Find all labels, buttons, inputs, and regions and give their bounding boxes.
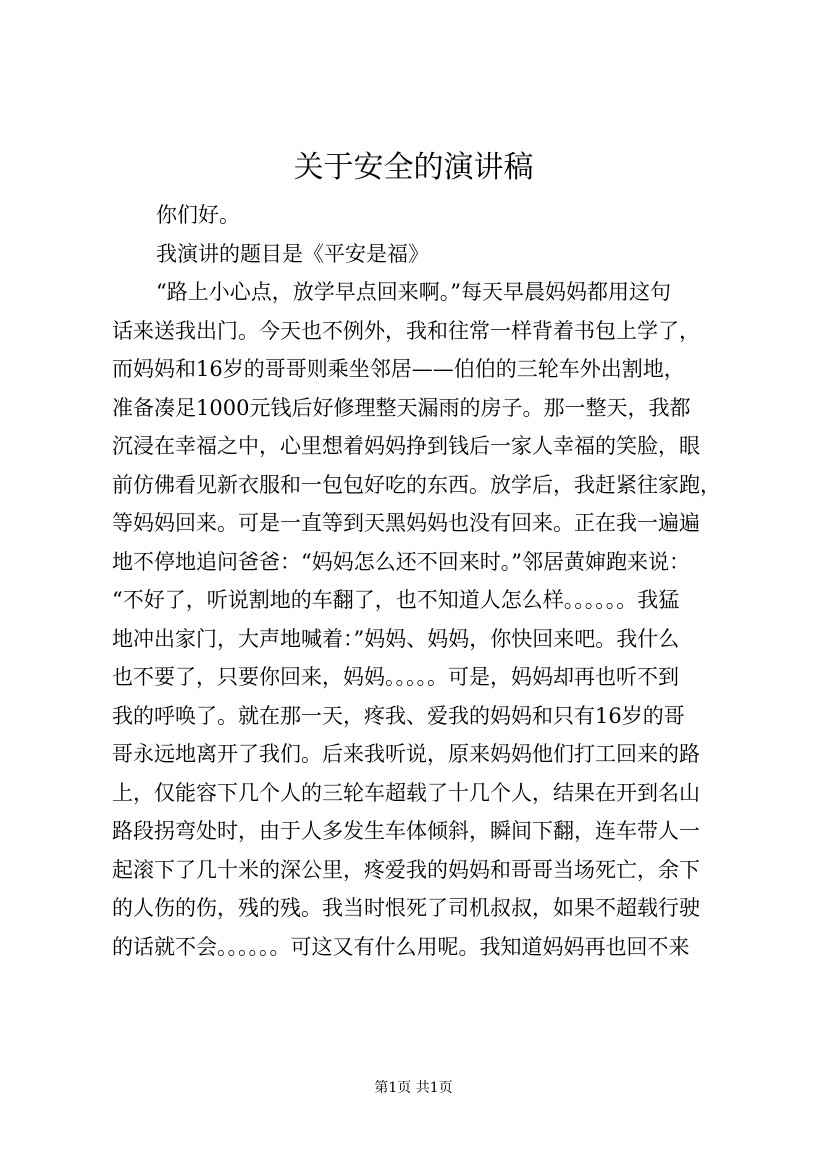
document-body bbox=[112, 196, 732, 966]
document-title: 关于安全的演讲稿 bbox=[293, 150, 534, 185]
paragraph-line: 地不停地追问爸爸：“妈妈怎么还不回来时。”邻居黄婶跑来说： bbox=[112, 549, 690, 574]
paragraph-line: “不好了，听说割地的车翻了，也不知道人怎么样。。。。。。我猛 bbox=[112, 588, 680, 612]
paragraph-line: 哥永远地离开了我们。后来我听说，原来妈妈他们打工回来的路 bbox=[112, 742, 700, 766]
text-line-topic: 我演讲的题目是《平安是福》 bbox=[156, 241, 429, 266]
paragraph-line: 起滚下了几十米的深公里，疼爱我的妈妈和哥哥当场死亡，余下 bbox=[112, 857, 700, 882]
paragraph-line: 前仿佛看见新衣服和一包包好吃的东西。放学后，我赶紧往家跑， bbox=[112, 472, 721, 497]
paragraph-line: 沉浸在幸福之中，心里想着妈妈挣到钱后一家人幸福的笑脸，眼 bbox=[112, 434, 700, 458]
paragraph-line: 而妈妈和16岁的哥哥则乘坐邻居——伯伯的三轮车外出割地， bbox=[112, 357, 685, 381]
paragraph-line: 上，仅能容下几个人的三轮车超载了十几个人，结果在开到名山 bbox=[112, 780, 700, 805]
paragraph-line: 准备凑足1000元钱后好修理整天漏雨的房子。那一整天，我都 bbox=[112, 395, 691, 420]
paragraph-line: 我的呼唤了。就在那一天，疼我、爱我的妈妈和只有16岁的哥 bbox=[112, 703, 685, 728]
paragraph-line: 路段拐弯处时，由于人多发生车体倾斜，瞬间下翻，连车带人一 bbox=[112, 819, 700, 843]
text-line-greeting: 你们好。 bbox=[156, 203, 240, 227]
paragraph-line: “路上小心点，放学早点回来啊。”每天早晨妈妈都用这句 bbox=[156, 280, 671, 304]
paragraph-line: 话来送我出门。今天也不例外，我和往常一样背着书包上学了， bbox=[112, 318, 700, 343]
page-footer: 第1页 共1页 bbox=[374, 1080, 453, 1096]
paragraph-line: 等妈妈回来。可是一直等到天黑妈妈也没有回来。正在我一遍遍 bbox=[112, 511, 700, 535]
paragraph-line: 也不要了，只要你回来，妈妈。。。。。可是，妈妈却再也听不到 bbox=[112, 665, 679, 689]
paragraph-line: 的话就不会。。。。。。可这又有什么用呢。我知道妈妈再也回不来 bbox=[112, 934, 690, 959]
paragraph-line: 地冲出家门，大声地喊着：”妈妈、妈妈，你快回来吧。我什么 bbox=[112, 626, 680, 651]
paragraph-line: 的人伤的伤，残的残。我当时恨死了司机叔叔，如果不超载行驶 bbox=[112, 896, 700, 920]
